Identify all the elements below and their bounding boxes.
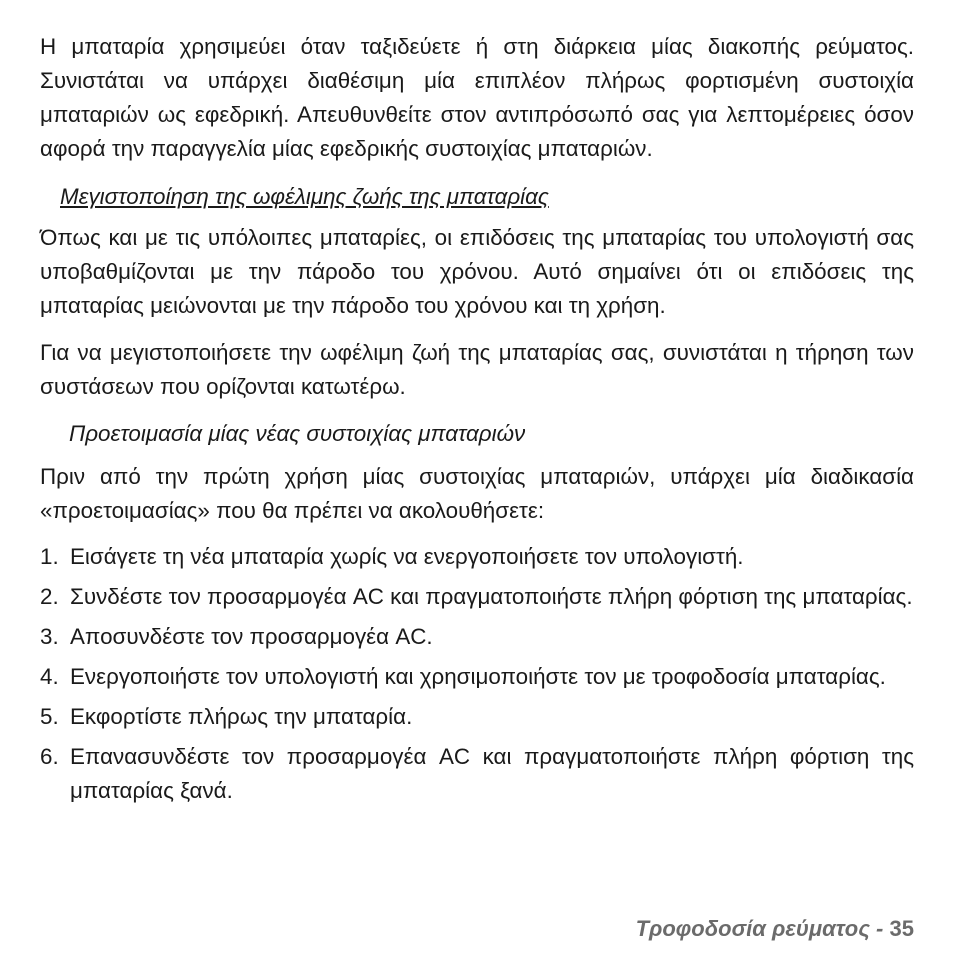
list-number: 4.: [40, 664, 59, 689]
list-number: 5.: [40, 704, 59, 729]
list-item-text: Αποσυνδέστε τον προσαρμογέα AC.: [70, 624, 433, 649]
list-number: 3.: [40, 624, 59, 649]
list-number: 1.: [40, 544, 59, 569]
body-paragraph: Για να μεγιστοποιήσετε την ωφέλιμη ζωή της μπαταρίας σας, συνιστάται η τήρηση των συστάσεων που ορίζονται κατωτέρω.: [40, 340, 914, 399]
list-item: [40, 660, 914, 694]
list-item-text: Ενεργοποιήστε τον υπολογιστή και χρησιμοποιήστε τον με τροφοδοσία μπαταρίας.: [70, 664, 886, 689]
list-item: [40, 580, 914, 614]
list-item: [40, 740, 914, 808]
section-heading-new-battery: Προετοιμασία μίας νέας συστοιχίας μπαταριών: [69, 421, 526, 446]
document-page: [40, 30, 914, 814]
list-item-text: Επανασυνδέστε τον προσαρμογέα AC και πραγματοποιήστε πλήρη φόρτιση της μπαταρίας ξανά.: [70, 744, 914, 803]
body-paragraph: Πριν από την πρώτη χρήση μίας συστοιχίας μπαταριών, υπάρχει μία διαδικασία «προετοιμασίας» που θα πρέπει να ακολουθήσετε:: [40, 464, 914, 523]
list-number: 2.: [40, 584, 59, 609]
list-item: [40, 540, 914, 574]
intro-paragraph: Η μπαταρία χρησιμεύει όταν ταξιδεύετε ή στη διάρκεια μίας διακοπής ρεύματος. Συνιστάται να υπάρχει διαθέσιμη μία επιπλέον πλήρως φορτισμένη συστοιχία μπαταριών ως εφεδρική. Απευθυνθείτε στον αντιπρόσωπό σας για λεπτομέρειες όσον αφορά την παραγγελία μίας εφεδρικής συστοιχίας μπαταριών.: [40, 34, 914, 161]
list-item-text: Εισάγετε τη νέα μπαταρία χωρίς να ενεργοποιήσετε τον υπολογιστή.: [70, 544, 744, 569]
page-number: 35: [889, 916, 914, 941]
list-item: [40, 620, 914, 654]
list-item-text: Συνδέστε τον προσαρμογέα AC και πραγματοποιήστε πλήρη φόρτιση της μπαταρίας.: [70, 584, 913, 609]
page-footer: [636, 914, 914, 944]
steps-list: [40, 540, 914, 808]
section-heading-battery-life: Μεγιστοποίηση της ωφέλιμης ζωής της μπαταρίας: [60, 184, 549, 209]
list-item: [40, 700, 914, 734]
list-number: 6.: [40, 744, 59, 769]
footer-section-title: Τροφοδοσία ρεύματος -: [635, 916, 884, 941]
body-paragraph: Όπως και με τις υπόλοιπες μπαταρίες, οι επιδόσεις της μπαταρίας του υπολογιστή σας υποβαθμίζονται με την πάροδο του χρόνου. Αυτό σημαίνει ότι οι επιδόσεις της μπαταρίας μειώνονται με την πάροδο του χρόνου και τη χρήση.: [40, 225, 914, 318]
list-item-text: Εκφορτίστε πλήρως την μπαταρία.: [70, 704, 413, 729]
